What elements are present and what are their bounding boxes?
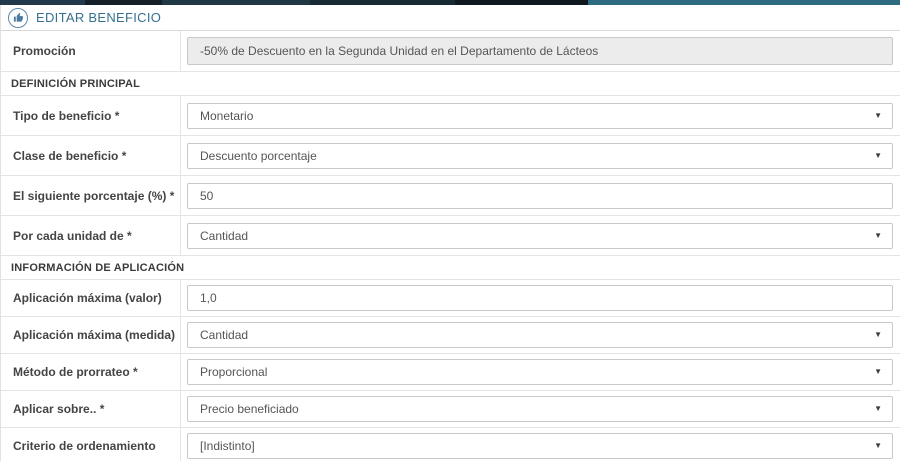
field-value: -50% de Descuento en la Segunda Unidad en el Departamento de Lácteos: [200, 44, 599, 58]
field-label: Promoción: [1, 31, 181, 71]
field-label: Tipo de beneficio *: [1, 96, 181, 135]
section-header-definicion-principal: [1, 72, 900, 96]
chevron-down-icon: ▼: [874, 329, 882, 339]
field-value: Cantidad: [200, 228, 249, 243]
control-cell: [181, 96, 900, 135]
input-el-siguiente-porcentaje[interactable]: [187, 183, 893, 209]
chevron-down-icon: ▼: [874, 110, 882, 120]
control-cell: [181, 317, 900, 353]
form-row-por-cada-unidad-de: [1, 216, 900, 256]
page-header: [1, 5, 900, 31]
field-label: Aplicar sobre.. *: [1, 391, 181, 427]
form-row-el-siguiente-porcentaje: [1, 176, 900, 216]
form-row-clase-de-beneficio: [1, 136, 900, 176]
field-value: Monetario: [200, 108, 254, 123]
form-row-criterio-de-ordenamiento: [1, 428, 900, 461]
form-row-aplicacion-maxima-medida: [1, 317, 900, 354]
chevron-down-icon: ▼: [874, 403, 882, 413]
control-cell: [181, 216, 900, 255]
form-row-promocion: [1, 31, 900, 72]
field-label: Criterio de ordenamiento: [1, 428, 181, 461]
input-promocion: [187, 37, 893, 65]
select-criterio-de-ordenamiento[interactable]: [187, 433, 893, 459]
select-clase-de-beneficio[interactable]: [187, 143, 893, 169]
select-metodo-de-prorrateo[interactable]: [187, 359, 893, 385]
control-cell: [181, 391, 900, 427]
field-value: Proporcional: [200, 365, 268, 379]
form: [1, 31, 900, 461]
control-cell: [181, 428, 900, 461]
chevron-down-icon: ▼: [874, 366, 882, 376]
field-value: 50: [200, 188, 214, 203]
field-value: 1,0: [200, 291, 217, 305]
field-value: Cantidad: [200, 328, 249, 342]
field-label: El siguiente porcentaje (%) *: [1, 176, 181, 215]
select-por-cada-unidad-de[interactable]: [187, 223, 893, 249]
page-title: EDITAR BENEFICIO: [36, 10, 162, 25]
select-aplicar-sobre[interactable]: [187, 396, 893, 422]
section-title: INFORMACIÓN DE APLICACIÓN: [11, 261, 185, 274]
control-cell: [181, 176, 900, 215]
form-row-tipo-de-beneficio: [1, 96, 900, 136]
field-label: Aplicación máxima (valor): [1, 280, 181, 316]
field-label: Clase de beneficio *: [1, 136, 181, 175]
input-aplicacion-maxima-valor[interactable]: [187, 285, 893, 311]
chevron-down-icon: ▼: [874, 440, 882, 450]
select-tipo-de-beneficio[interactable]: [187, 103, 893, 129]
field-label: Método de prorrateo *: [1, 354, 181, 390]
control-cell: [181, 354, 900, 390]
chevron-down-icon: ▼: [874, 230, 882, 240]
form-row-metodo-de-prorrateo: [1, 354, 900, 391]
form-row-aplicacion-maxima-valor: [1, 280, 900, 317]
thumbs-up-icon: [8, 8, 28, 28]
select-aplicacion-maxima-medida[interactable]: [187, 322, 893, 348]
edit-benefit-panel: [0, 5, 900, 461]
field-label: Aplicación máxima (medida): [1, 317, 181, 353]
section-header-informacion-de-aplicacion: [1, 256, 900, 280]
field-value: Descuento porcentaje: [200, 148, 317, 163]
field-value: Precio beneficiado: [200, 402, 299, 416]
control-cell: [181, 31, 900, 71]
section-title: DEFINICIÓN PRINCIPAL: [11, 77, 141, 90]
control-cell: [181, 136, 900, 175]
field-label: Por cada unidad de *: [1, 216, 181, 255]
control-cell: [181, 280, 900, 316]
field-value: [Indistinto]: [200, 439, 255, 453]
form-row-aplicar-sobre: [1, 391, 900, 428]
chevron-down-icon: ▼: [874, 150, 882, 160]
